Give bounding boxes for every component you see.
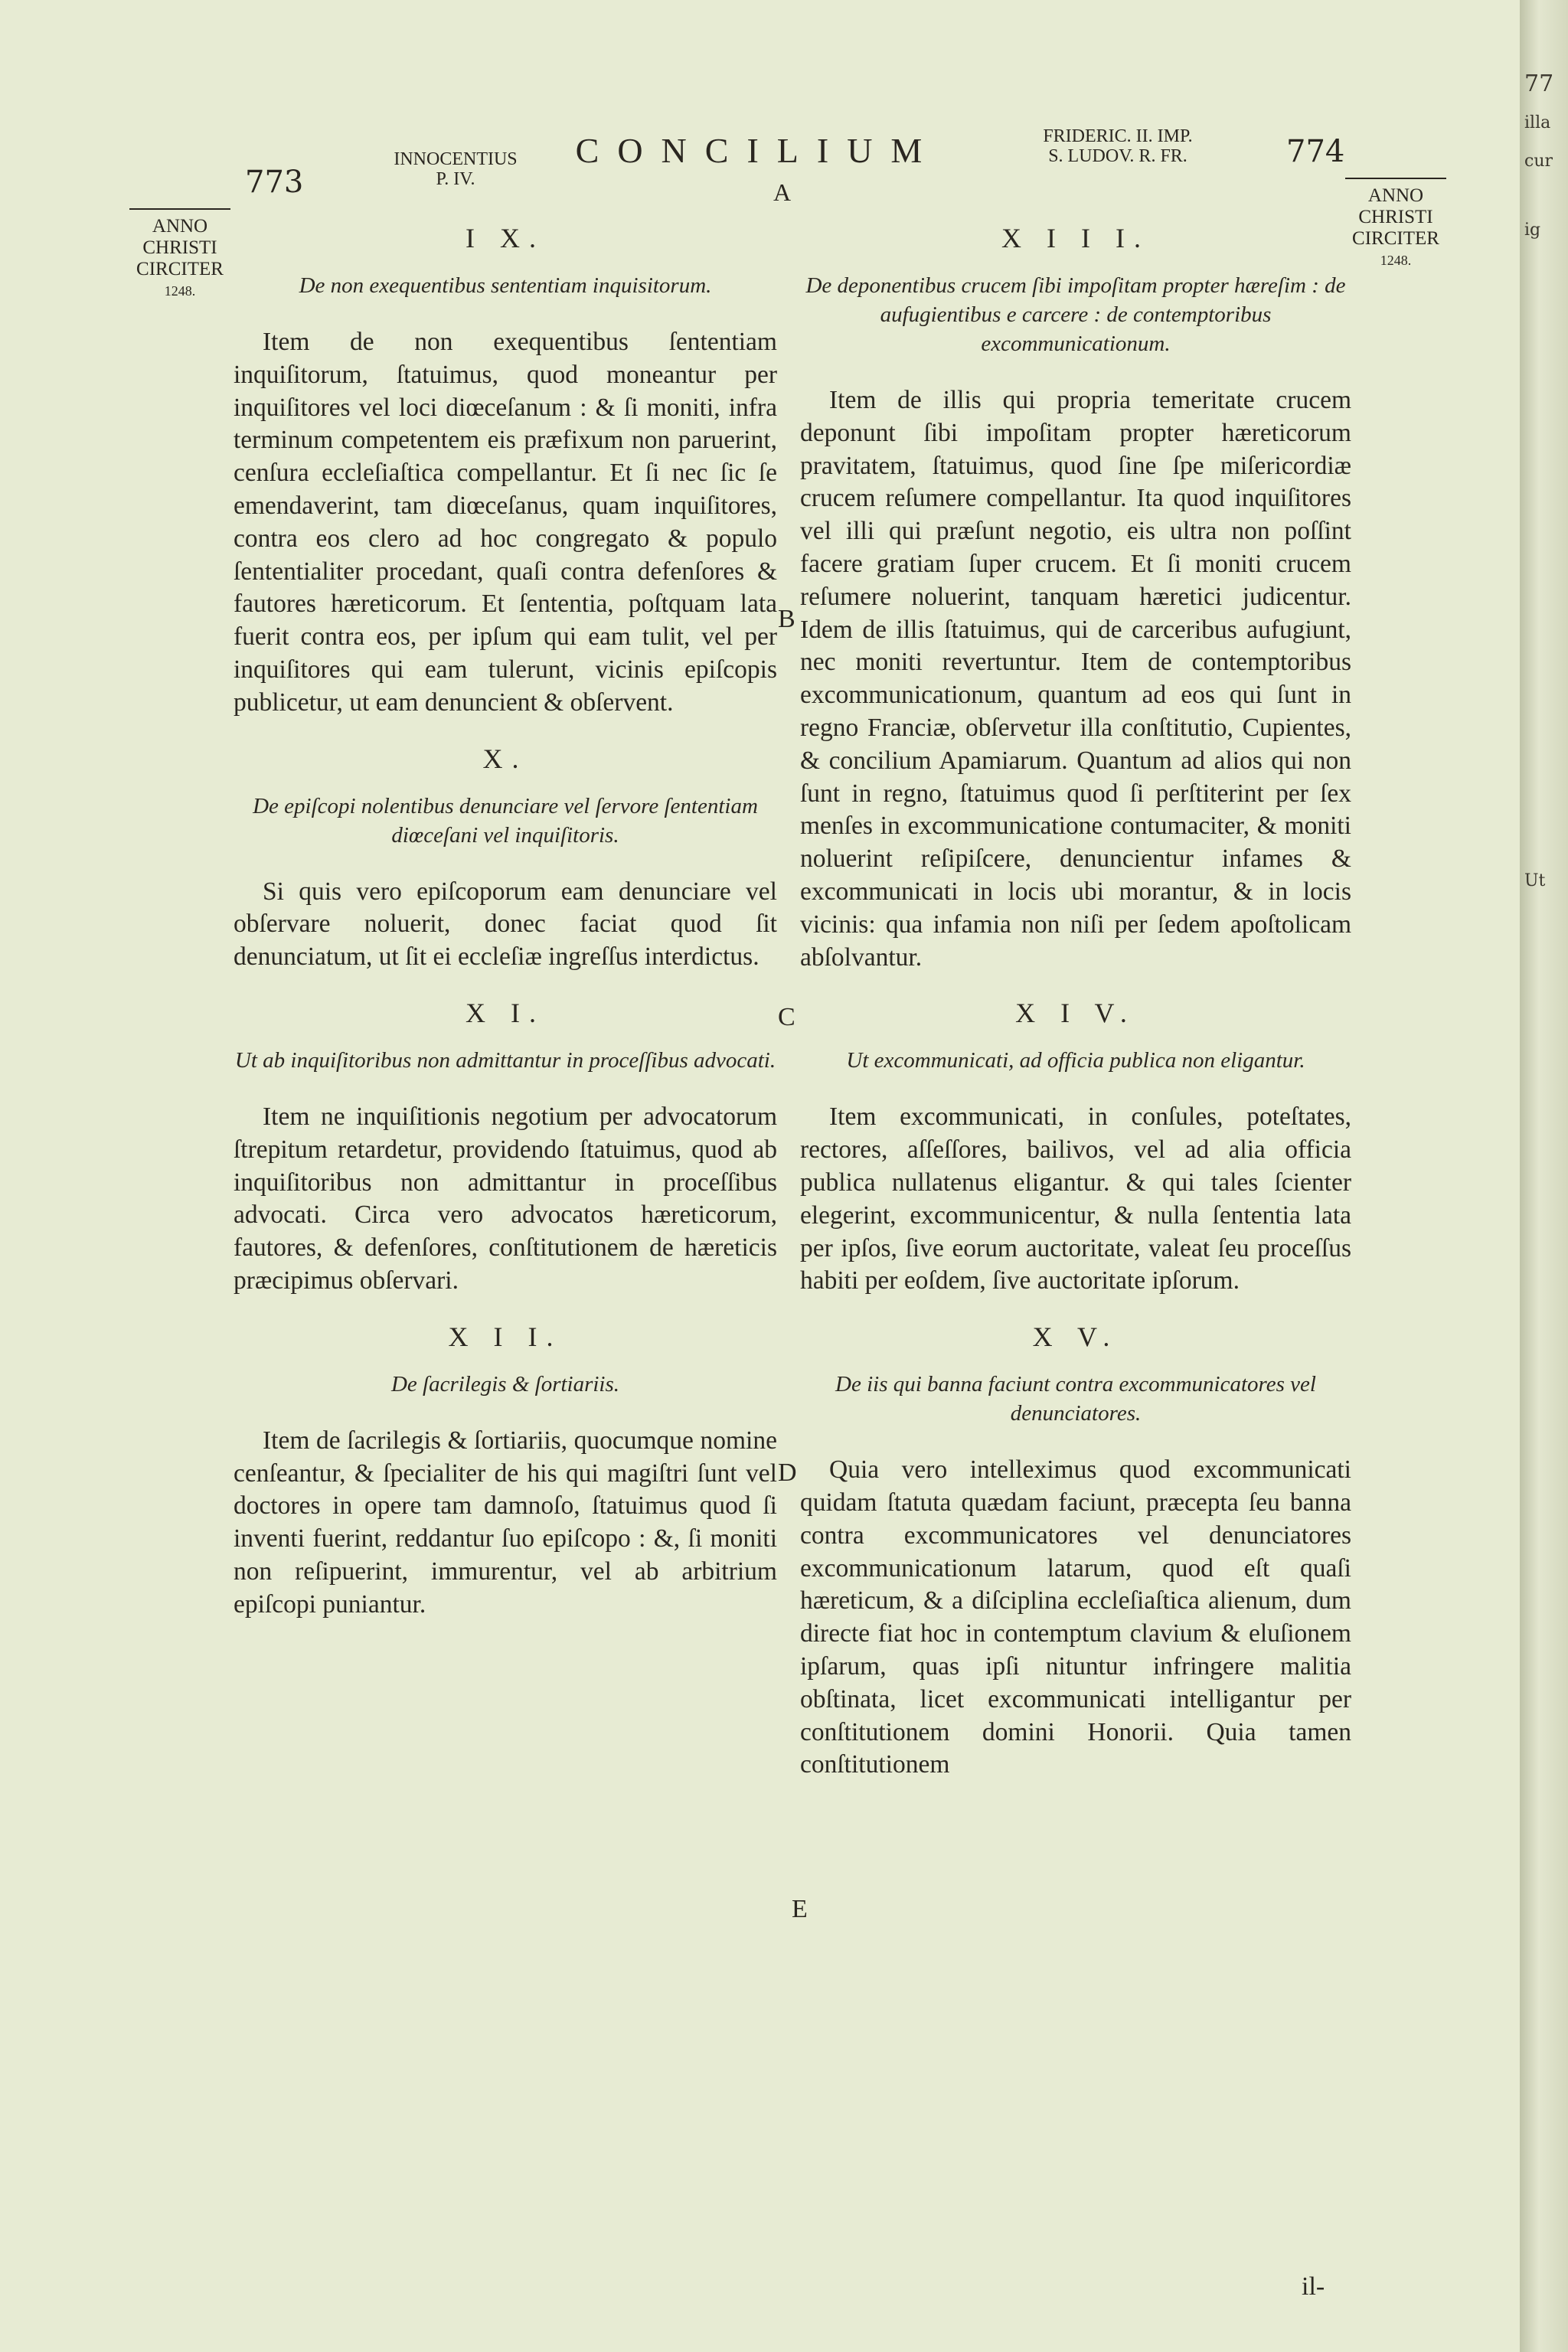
chapter-title: De iis qui banna faciunt contra excommunicatores vel denunciatores. — [835, 1372, 1316, 1426]
anno-line1: ANNO — [1367, 185, 1424, 206]
chapter-body — [234, 1101, 777, 1298]
chapter-number: X I. — [466, 997, 545, 1028]
ruler-line1: FRIDERIC. II. IMP. — [1043, 126, 1193, 146]
facing-page-edge — [1520, 0, 1568, 2352]
margin-letter-d: D — [778, 1459, 797, 1487]
pope-caption — [375, 149, 536, 189]
paragraph: Item excommunicati, in conſules, poteſtates, rectores, aſſeſſores, bailivos, vel ad alia officia publica nullatenus eligantur. & qui tales ſcienter elegerint, excommunicentur, & nulla ſententia lata per ipſos, ſive eorum auctoritate, valeat ſeu proceſſus habiti per eoſdem, ſive auctoritate ipſorum. — [800, 1102, 1351, 1295]
chapter-body — [800, 1454, 1351, 1782]
chapter-number: I X. — [466, 223, 545, 253]
folio-left: 773 — [245, 165, 304, 200]
chapter-title: De deponentibus crucem ſibi impoſitam propter hæreſim : de aufugientibus e carcere : de contemptoribus excommunicationum. — [805, 273, 1346, 356]
paragraph: Quia vero intelleximus quod excommunicati quidam ſtatuta quædam faciunt, præcepta ſeu banna contra excommunicatores vel denunciatores excommunicationum latarum, quod eſt quaſi hæreticum, & a diſciplina eccleſiaſtica alienum, dum directe fiat hoc in contemptum clavium & eluſionem ipſarum, quas ipſi nituntur infringere malitia obſtinata, licet excommunicati intelligantur per conſtitutionem domini Honorii. Quia tamen conſtitutionem — [800, 1455, 1351, 1779]
paragraph: Item de non exequentibus ſententiam inquiſitorum, ſtatuimus, quod moneantur per inquiſitores vel loci diœceſanum : & ſi moniti, infra terminum competentem eis præfixum non paruerint, cenſura eccleſiaſtica compellantur. Et ſi nec ſic ſe emendaverint, tam diœceſanus, quam inquiſitores, contra eos clero ad hoc congregato & populo ſententialiter procedant, quaſi contra defenſores & fautores hæreticorum. Et ſententia, poſtquam lata fuerit contra eos, per ipſum qui eam tulit, vel per inquiſitores qui eam tulerunt, vicinis epiſcopis publicetur, ut eam denuncient & obſervent. — [234, 328, 777, 717]
chapter-title: Ut ab inquiſitoribus non admittantur in proceſſibus advocati. — [234, 1047, 776, 1073]
spine-fragment: cur — [1524, 152, 1553, 171]
spine-fragment: Ut — [1524, 871, 1546, 890]
margin-note-right — [1338, 178, 1453, 271]
spine-fragment: ig — [1524, 220, 1541, 240]
chapter-number: X V. — [1032, 1321, 1119, 1353]
margin-letter-c: C — [778, 1003, 795, 1031]
paragraph: Item ne inquiſitionis negotium per advocatorum ſtrepitum retardetur, providendo ſtatuimus, quod ab inquiſitoribus non admittantur in proceſſibus advocati. Circa vero advocatos hæreticorum, fautores, & defenſores, conſtitutionem de hæreticis præcipimus obſervari. — [234, 1102, 777, 1295]
paragraph: Item de illis qui propria temeritate crucem deponunt ſibi impoſitam propter hæreticorum pravitatem, ſtatuimus, quod ſine ſpe miſericordiæ crucem reſumere compellantur. Ita quod inquiſitores vel illi qui præſunt negotio, eis ultra non poſſint facere gratiam ſuper crucem. Et ſi moniti crucem reſumere noluerint, tanquam hæretici judicentur. Idem de illis ſtatuimus, qui de carceribus aufugiunt, nec moniti revertuntur. Item de contemptoribus excommunicationum, quantum ad eos qui ſunt in regno Franciæ, obſervetur illa conſtitutio, Cupientes, & concilium Apamiarum. Quantum ad alios qui non ſunt in regno, ſtatuimus quod ſi perſtiterint per ſex menſes in excommunicatione contumaciter, & moniti noluerint reſipiſcere, denuncientur infames & excommunicati in locis ubi morantur, & in locis vicinis: qua infamia non niſi per ſedem apoſtolicam abſolvantur. — [800, 386, 1351, 972]
pope-line1: INNOCENTIUS — [394, 149, 518, 169]
chapter-title: De epiſcopi nolentibus denunciare vel ſervore ſententiam diœceſani vel inquiſitoris. — [253, 793, 758, 848]
paragraph: Item de ſacrilegis & ſortiariis, quocumque nomine cenſeantur, & ſpecialiter de his qui magiſtri ſunt vel doctores in opere tam damnoſo, ſtatuimus quod ſi inventi fuerint, reddantur ſuo epiſcopo : &, ſi moniti non reſipuerint, immurentur, vel ab arbitrium epiſcopi puniantur. — [234, 1426, 777, 1619]
margin-letter-b: B — [778, 605, 795, 633]
anno-year: 1248. — [1380, 253, 1412, 268]
signature-mark: A — [773, 178, 792, 206]
chapter-number: X I V. — [1015, 998, 1136, 1029]
anno-line1: ANNO — [152, 216, 208, 237]
pope-line2: P. IV. — [436, 169, 475, 189]
spine-fragment: 77 — [1524, 70, 1554, 97]
right-column — [800, 199, 1351, 1797]
left-column — [234, 199, 777, 1637]
margin-note-left — [122, 208, 237, 302]
folio-right: 774 — [1286, 134, 1345, 169]
chapter-title: De non exequentibus sententiam inquisitorum. — [299, 273, 712, 298]
margin-rule — [1345, 178, 1446, 179]
chapter-number: X. — [482, 743, 528, 774]
chapter-body — [234, 1425, 777, 1622]
paragraph: Si quis vero epiſcoporum eam denunciare vel obſervare noluerit, donec faciat quod ſit denunciatum, ut ſit ei eccleſiæ ingreſſus interdictus. — [234, 877, 777, 972]
chapter-body — [800, 384, 1351, 974]
catchword: il- — [1302, 2272, 1325, 2301]
chapter-body — [800, 1101, 1351, 1298]
chapter-body — [234, 876, 777, 974]
chapter-number: X I I. — [448, 1321, 563, 1352]
chapter-body — [234, 326, 777, 720]
ruler-caption — [1011, 126, 1225, 166]
page-title: CONCILIUM — [575, 131, 941, 170]
anno-line2: CHRISTI — [142, 237, 217, 258]
ruler-line2: S. LUDOV. R. FR. — [1048, 146, 1187, 166]
margin-letter-e: E — [792, 1895, 808, 1923]
anno-line2: CHRISTI — [1358, 207, 1433, 227]
anno-line3: CIRCITER — [136, 259, 224, 279]
chapter-title: De ſacrilegis & ſortiariis. — [390, 1371, 620, 1396]
anno-line3: CIRCITER — [1352, 228, 1439, 249]
spine-fragment: illa — [1524, 113, 1551, 132]
chapter-number: X I I I. — [1001, 223, 1150, 253]
margin-rule — [129, 208, 230, 210]
chapter-title: Ut excommunicati, ad officia publica non eligantur. — [846, 1048, 1305, 1073]
anno-year: 1248. — [164, 283, 196, 299]
